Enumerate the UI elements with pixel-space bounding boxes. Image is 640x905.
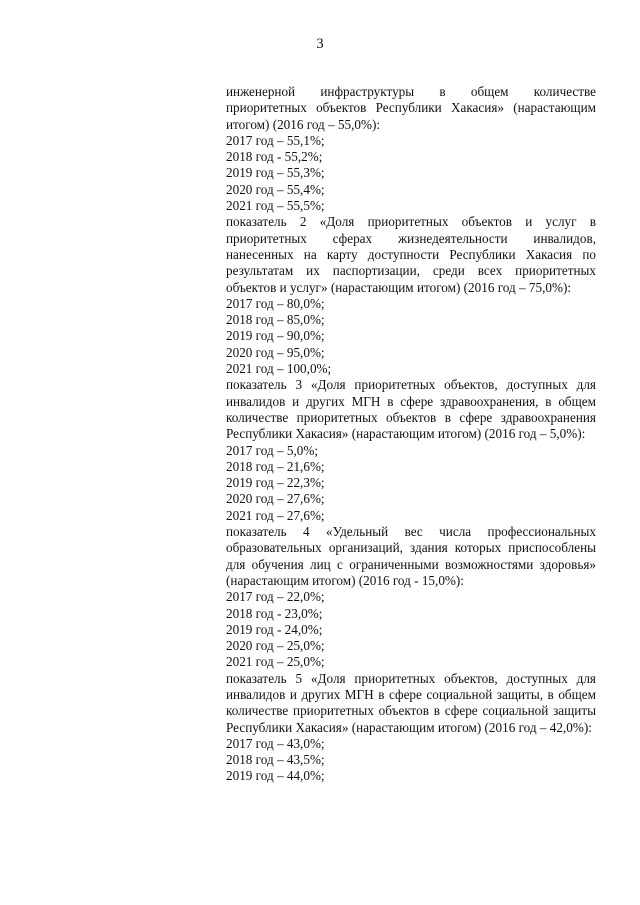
value-line: 2019 год – 90,0%; [226, 328, 325, 344]
value-line: 2018 год – 85,0%; [226, 312, 325, 328]
value-line: 2020 год – 55,4%; [226, 181, 325, 197]
value-line: 2021 год – 55,5%; [226, 198, 325, 214]
value-line: 2020 год – 27,6%; [226, 491, 325, 507]
value-line: 2017 год – 80,0%; [226, 295, 325, 311]
value-line: 2019 год – 55,3%; [226, 165, 325, 181]
value-line: 2018 год – 43,5%; [226, 752, 325, 768]
value-line: 2021 год – 100,0%; [226, 361, 332, 377]
value-line: 2020 год – 95,0%; [226, 344, 325, 360]
value-line: 2021 год – 27,6%; [226, 507, 325, 523]
value-line: 2018 год - 23,0%; [226, 605, 323, 621]
value-line: 2019 год - 24,0%; [226, 621, 323, 637]
value-line: 2017 год – 5,0%; [226, 442, 318, 458]
indicator-2-paragraph: показатель 2 «Доля приоритетных объектов и услуг в приоритетных сферах жизнедеятельности инвалидов, нанесенных на карту доступности Республики Хакасия по результатам их паспортизации, среди всех приоритетных объектов и услуг» (нарастающим итогом) (2016 год – 75,0%): [226, 214, 596, 295]
document-body [226, 84, 596, 785]
value-line: 2018 год - 55,2%; [226, 149, 323, 165]
value-line: 2020 год – 25,0%; [226, 638, 325, 654]
value-line: 2021 год – 25,0%; [226, 654, 325, 670]
intro-line-2: приоритетных объектов Республики Хакасия» (нарастающим [226, 100, 596, 116]
indicator-5-paragraph: показатель 5 «Доля приоритетных объектов, доступных для инвалидов и других МГН в сфере социальной защиты, в общем количестве приоритетных объектов в сфере социальной защиты Республики Хакасия» (нарастающим итогом) (2016 год – 42,0%): [226, 670, 596, 735]
intro-line-1: инженерной инфраструктуры в общем количестве [226, 84, 596, 99]
value-line: 2019 год – 22,3%; [226, 475, 325, 491]
indicator-4-paragraph: показатель 4 «Удельный вес числа профессиональных образовательных организаций, здания которых приспособлены для обучения лиц с ограниченными возможностями здоровья» (нарастающим итогом) (2016 год - 15,0%): [226, 524, 596, 588]
page-number: 3 [316, 36, 324, 52]
value-line: 2017 год – 43,0%; [226, 735, 325, 751]
indicator-3-paragraph: показатель 3 «Доля приоритетных объектов, доступных для инвалидов и других МГН в сфере здравоохранения, в общем количестве приоритетных объектов в сфере здравоохранения Республики Хакасия» (нарастающим итогом) (2016 год – 5,0%): [226, 377, 596, 442]
value-line: 2017 год – 22,0%; [226, 589, 325, 605]
value-line: 2017 год – 55,1%; [226, 132, 325, 148]
value-line: 2019 год – 44,0%; [226, 768, 325, 784]
intro-line-3: итогом) (2016 год – 55,0%): [226, 116, 381, 132]
value-line: 2018 год – 21,6%; [226, 458, 325, 474]
